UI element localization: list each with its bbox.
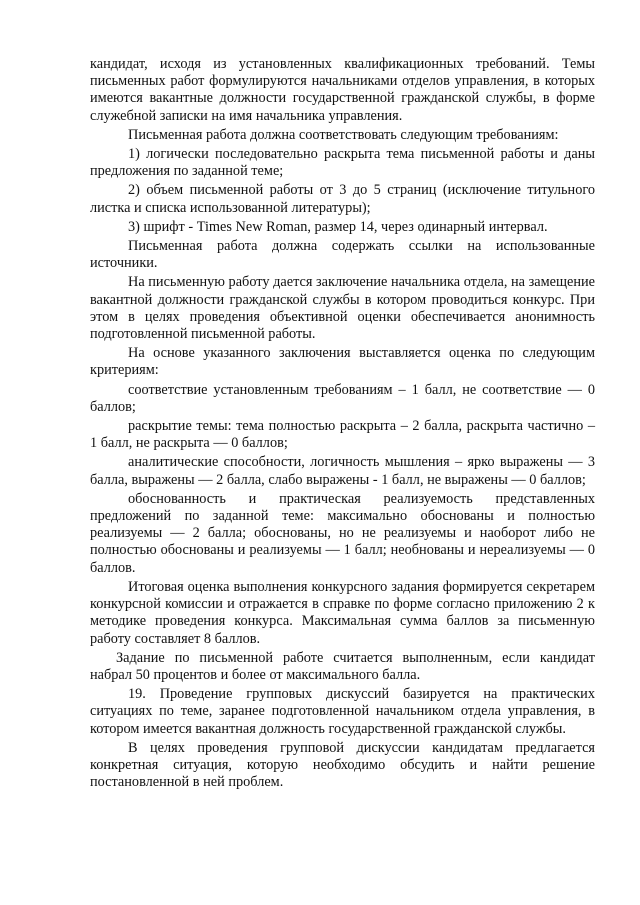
paragraph-15: 19. Проведение групповых дискуссий базируется на практических ситуациях по теме, заранее подготовленной начальником отдела управления, в котором имеется вакантная должность государственной гражданской службы. [90,686,595,737]
paragraph-16: В целях проведения групповой дискуссии кандидатам предлагается конкретная ситуация, которую необходимо обсудить и найти решение постановленной в ней проблем. [90,739,595,791]
paragraph-14: Задание по письменной работе считается выполненным, если кандидат набрал 50 процентов и более от максимального балла. [90,649,595,683]
paragraph-8: На основе указанного заключения выставляется оценка по следующим критериям: [90,345,595,379]
paragraph-4: 2) объем письменной работы от 3 до 5 страниц (исключение титульного листка и списка использованной литературы); [90,182,595,216]
paragraph-13: Итоговая оценка выполнения конкурсного задания формируется секретарем конкурсной комиссии и отражается в справке по форме согласно приложению 2 к методике проведения конкурса. Максимальная сумма баллов за письменную работу составляет 8 баллов. [90,578,595,647]
paragraph-12: обоснованность и практическая реализуемость представленных предложений по заданной теме: максимально обоснованы и полностью реализуемы — 2 балла; обоснованы, но не реализуемы и наоборот либо не полностью обоснованы и реализуемы — 1 балл; необнованы и нереализуемы — 0 баллов. [90,490,595,576]
paragraph-2: Письменная работа должна соответствовать следующим требованиям: [128,126,559,143]
paragraph-3: 1) логически последовательно раскрыта тема письменной работы и даны предложения по заданной теме; [90,146,595,180]
paragraph-9: соответствие установленным требованиям – 1 балл, не соответствие — 0 баллов; [90,381,595,415]
paragraph-7: На письменную работу дается заключение начальника отдела, на замещение вакантной должности гражданской службы в котором проводиться конкурс. При этом в целях проведения объективной оценки обеспечивается анонимность подготовленной письменной работы. [90,274,595,343]
document-page [90,56,595,793]
paragraph-6: Письменная работа должна содержать ссылки на использованные источники. [90,238,595,272]
paragraph-1: кандидат, исходя из установленных квалификационных требований. Темы письменных работ формулируются начальниками отделов управления, в которых имеются вакантные должности государственной гражданской службы, в форме служебной записки на имя начальника управления. [90,56,595,124]
paragraph-5: 3) шрифт - Times New Roman, размер 14, через одинарный интервал. [128,218,548,235]
paragraph-11: аналитические способности, логичность мышления – ярко выражены — 3 балла, выражены — 2 балла, слабо выражены - 1 балл, не выражены — 0 баллов; [90,454,595,488]
paragraph-10: раскрытие темы: тема полностью раскрыта – 2 балла, раскрыта частично – 1 балл, не раскрыта — 0 баллов; [90,418,595,452]
